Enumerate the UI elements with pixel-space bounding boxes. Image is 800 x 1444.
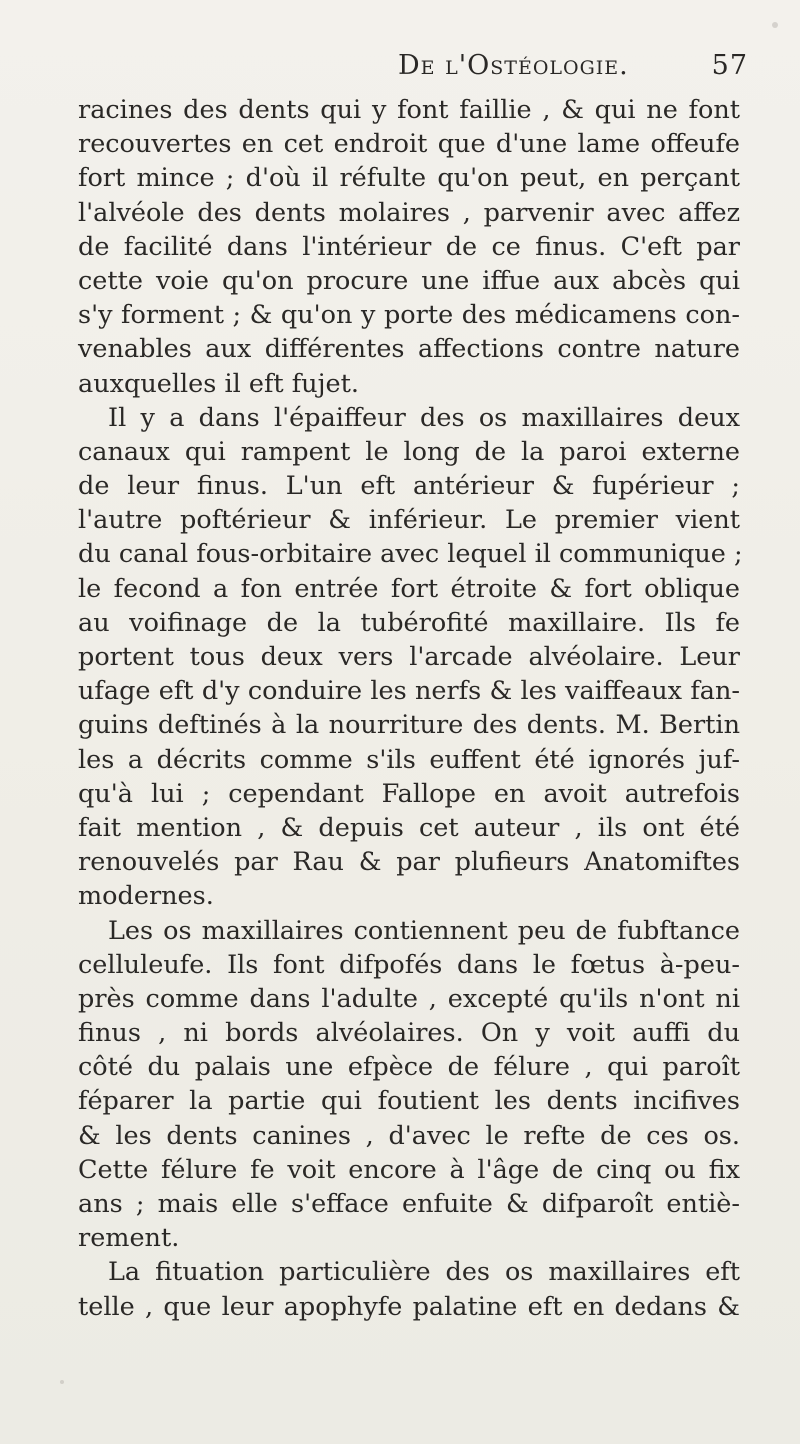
text-line: de leur finus. L'un eft antérieur & fupérieur ; — [78, 471, 740, 502]
text-line: s'y forment ; & qu'on y porte des médicamens con- — [78, 300, 740, 331]
text-line: guins deftinés à la nourriture des dents. M. Bertin — [78, 710, 740, 741]
text-line: & les dents canines , d'avec le refte de ces os. — [78, 1120, 740, 1151]
text-line: l'autre poftérieur & inférieur. Le premier vient — [78, 505, 740, 536]
text-line: ans ; mais elle s'efface enfuite & difparoît entiè- — [78, 1189, 740, 1219]
text-line: fort mince ; d'où il réfulte qu'on peut, en perçant — [78, 163, 740, 194]
paper-speck — [772, 22, 778, 28]
text-line: Il y a dans l'épaiffeur des os maxillaires deux — [108, 402, 740, 433]
text-line: recouvertes en cet endroit que d'une lame offeufe — [78, 129, 740, 160]
text-line: de facilité dans l'intérieur de ce finus. C'eft par — [78, 231, 740, 262]
text-line: fait mention , & depuis cet auteur , ils ont été — [78, 812, 740, 843]
text-line: La fituation particulière des os maxillaires eft — [108, 1257, 740, 1288]
text-line: ufage eft d'y conduire les nerfs & les vaiffeaux fan- — [78, 676, 740, 707]
text-line: cette voie qu'on procure une iffue aux abcès qui — [78, 265, 740, 296]
text-line: auxquelles il eft fujet. — [78, 368, 359, 399]
page-number: 57 — [711, 50, 748, 81]
running-header — [248, 50, 748, 90]
text-line: Les os maxillaires contiennent peu de fubftance — [108, 915, 740, 946]
paper-speck — [60, 1380, 64, 1384]
text-line: au voifinage de la tubérofité maxillaire. Ils fe — [78, 607, 740, 638]
text-line: modernes. — [78, 881, 214, 912]
text-line: canaux qui rampent le long de la paroi externe — [78, 436, 740, 467]
text-line: Cette félure fe voit encore à l'âge de cinq ou fix — [78, 1154, 740, 1185]
text-line: racines des dents qui y font faillie , & qui ne font — [78, 95, 740, 125]
text-line: près comme dans l'adulte , excepté qu'ils n'ont ni — [78, 983, 740, 1014]
text-line: renouvelés par Rau & par plufieurs Anatomiftes — [78, 847, 740, 878]
text-line: celluleufe. Ils font difpofés dans le fœtus à-peu- — [78, 949, 740, 980]
text-line: telle , que leur apophyfe palatine eft en dedans & — [78, 1291, 740, 1322]
text-line: les a décrits comme s'ils euffent été ignorés juf- — [78, 744, 740, 775]
text-line: le fecond a fon entrée fort étroite & fort oblique — [78, 573, 740, 604]
text-line: portent tous deux vers l'arcade alvéolaire. Leur — [78, 642, 740, 672]
text-line: l'alvéole des dents molaires , parvenir avec affez — [78, 197, 740, 228]
text-line: qu'à lui ; cependant Fallope en avoit autrefois — [78, 778, 740, 809]
text-line: féparer la partie qui foutient les dents incifives — [78, 1086, 740, 1117]
text-line: côté du palais une efpèce de félure , qui paroît — [78, 1052, 740, 1083]
text-line: du canal fous-orbitaire avec lequel il communique ; — [78, 539, 743, 570]
text-line: venables aux différentes affections contre nature — [78, 334, 740, 365]
text-line: rement. — [78, 1223, 180, 1254]
body-text — [78, 93, 743, 1324]
running-title: De l'Ostéologie. — [398, 50, 629, 81]
text-line: finus , ni bords alvéolaires. On y voit auffi du — [78, 1018, 740, 1049]
